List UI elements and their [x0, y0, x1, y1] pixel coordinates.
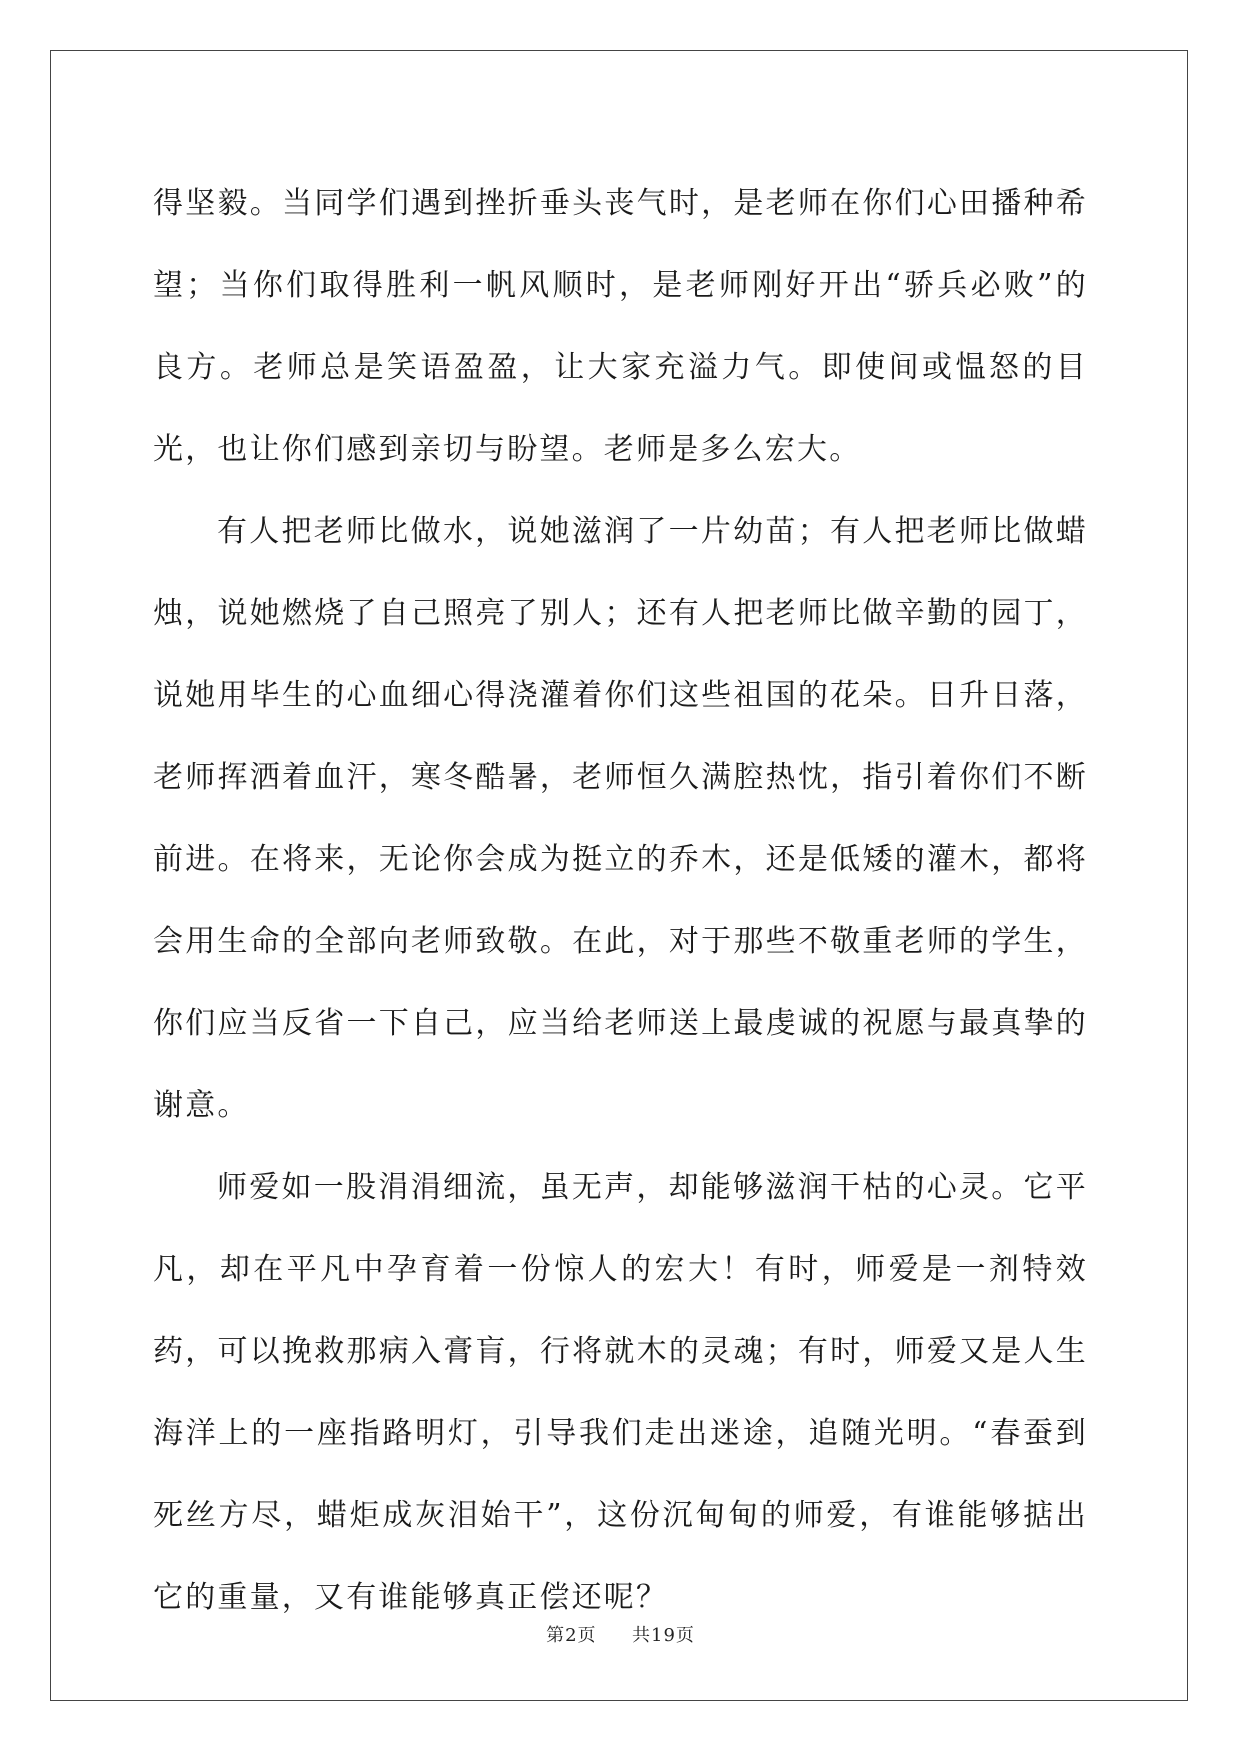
document-body — [153, 163, 1088, 1639]
paragraph-3: 师爱如一股涓涓细流，虽无声，却能够滋润干枯的心灵。它平凡，却在平凡中孕育着一份惊人的宏大！有时，师爱是一剂特效药，可以挽救那病入膏肓，行将就木的灵魂；有时，师爱又是人生海洋上的一座指路明灯，引导我们走出迷途，追随光明。“春蚕到死丝方尽，蜡炬成灰泪始干”，这份沉甸甸的师爱，有谁能够掂出它的重量，又有谁能够真正偿还呢？ — [153, 1170, 1088, 1615]
page-footer — [0, 1621, 1241, 1647]
paragraph-2: 有人把老师比做水，说她滋润了一片幼苗；有人把老师比做蜡烛，说她燃烧了自己照亮了别人；还有人把老师比做辛勤的园丁，说她用毕生的心血细心得浇灌着你们这些祖国的花朵。日升日落，老师挥洒着血汗，寒冬酷暑，老师恒久满腔热忱，指引着你们不断前进。在将来，无论你会成为挺立的乔木，还是低矮的灌木，都将会用生命的全部向老师致敬。在此，对于那些不敬重老师的学生，你们应当反省一下自己，应当给老师送上最虔诚的祝愿与最真挚的谢意。 — [153, 514, 1088, 1123]
paragraph-1: 得坚毅。当同学们遇到挫折垂头丧气时，是老师在你们心田播种希望；当你们取得胜利一帆风顺时，是老师刚好开出“骄兵必败”的良方。老师总是笑语盈盈，让大家充溢力气。即使间或愠怒的目光，也让你们感到亲切与盼望。老师是多么宏大。 — [153, 186, 1088, 467]
page-number: 第2页 — [546, 1625, 597, 1646]
page-total: 共19页 — [632, 1625, 695, 1646]
